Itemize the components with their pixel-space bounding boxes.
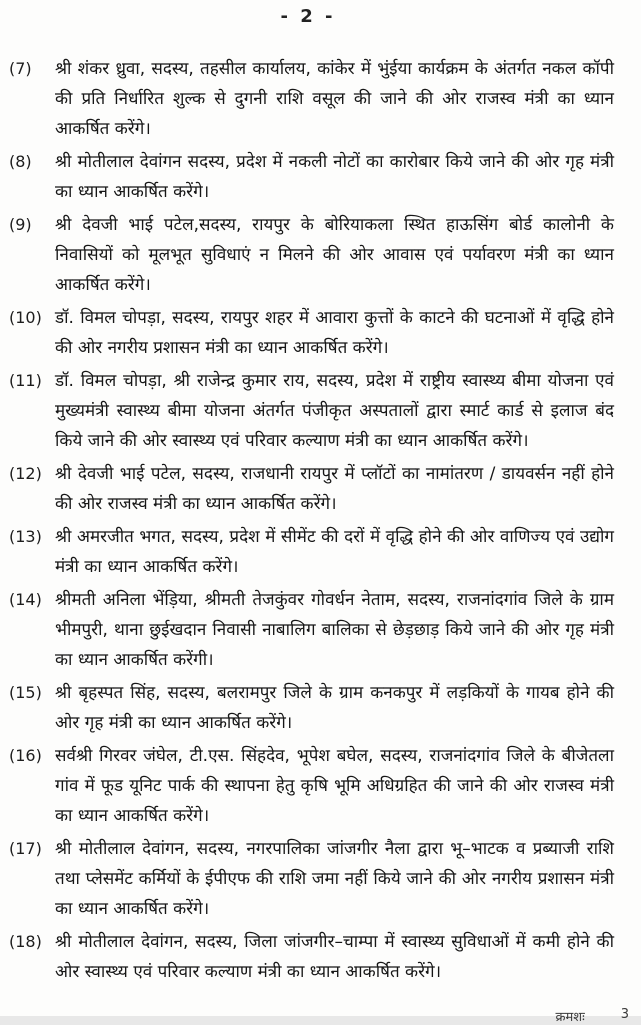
- item-text: श्रीमती अनिला भेंड़िया, श्रीमती तेजकुंवर गोवर्धन नेताम, सदस्य, राजनांदगांव जिले के ग्राम भीमपुरी, थाना छुईखदान निवासी नाबालिग बालिका से छेड़छाड़ किये जाने की ओर गृह मंत्री का ध्यान आकर्षित करेंगी।: [55, 590, 614, 670]
- list-item: [0, 366, 641, 456]
- page-number: - 2 -: [280, 6, 336, 27]
- list-item: [0, 678, 641, 738]
- item-number: (12): [9, 464, 42, 483]
- item-number: (11): [9, 371, 42, 390]
- item-number: (14): [9, 590, 42, 609]
- list-item: [0, 522, 641, 582]
- notice-item-list: [0, 54, 641, 990]
- list-item: [0, 303, 641, 363]
- list-item: [0, 459, 641, 519]
- continuation-label: क्रमशः: [555, 1010, 585, 1025]
- item-number: (8): [9, 152, 32, 171]
- item-text: सर्वश्री गिरवर जंघेल, टी.एस. सिंहदेव, भूपेश बघेल, सदस्य, राजनांदगांव जिले के बीजेतला गांव में फूड यूनिट पार्क की स्थापना हेतु कृषि भूमि अधिग्रहित की जाने की ओर राजस्व मंत्री का ध्यान आकर्षित करेंगे।: [55, 746, 614, 826]
- list-item: [0, 741, 641, 831]
- item-number: (17): [9, 839, 42, 858]
- item-number: (9): [9, 215, 32, 234]
- list-item: [0, 54, 641, 144]
- item-number: (16): [9, 746, 42, 765]
- item-text: श्री अमरजीत भगत, सदस्य, प्रदेश में सीमेंट की दरों में वृद्धि होने की ओर वाणिज्य एवं उद्योग मंत्री का ध्यान आकर्षित करेंगे।: [55, 527, 614, 577]
- item-number: (15): [9, 683, 42, 702]
- list-item: [0, 210, 641, 300]
- list-item: [0, 927, 641, 987]
- list-item: [0, 834, 641, 924]
- item-text: श्री मोतीलाल देवांगन सदस्य, प्रदेश में नकली नोटों का कारोबार किये जाने की ओर गृह मंत्री का ध्यान आकर्षित करेंगे।: [55, 152, 614, 202]
- item-text: डॉ. विमल चोपड़ा, श्री राजेन्द्र कुमार राय, सदस्य, प्रदेश में राष्ट्रीय स्वास्थ्य बीमा योजना एवं मुख्यमंत्री स्वास्थ्य बीमा योजना अंतर्गत पंजीकृत अस्पतालों द्वारा स्मार्ट कार्ड से इलाज बंद किये जाने की ओर स्वास्थ्य एवं परिवार कल्याण मंत्री का ध्यान आकर्षित करेंगे।: [55, 371, 614, 451]
- item-number: (10): [9, 308, 42, 327]
- item-number: (13): [9, 527, 42, 546]
- item-text: श्री मोतीलाल देवांगन, सदस्य, जिला जांजगीर–चाम्पा में स्वास्थ्य सुविधाओं में कमी होने की ओर स्वास्थ्य एवं परिवार कल्याण मंत्री का ध्यान आकर्षित करेंगे।: [55, 932, 614, 982]
- next-page-number: 3: [620, 1007, 629, 1022]
- item-number: (18): [9, 932, 42, 951]
- item-number: (7): [9, 59, 32, 78]
- item-text: श्री मोतीलाल देवांगन, सदस्य, नगरपालिका जांजगीर नैला द्वारा भू–भाटक व प्रब्याजी राशि तथा प्लेसमेंट कर्मियों के ईपीएफ की राशि जमा नहीं किये जाने की ओर नगरीय प्रशासन मंत्री का ध्यान आकर्षित करेंगे।: [55, 839, 614, 919]
- list-item: [0, 147, 641, 207]
- list-item: [0, 585, 641, 675]
- item-text: श्री बृहस्पत सिंह, सदस्य, बलरामपुर जिले के ग्राम कनकपुर में लड़कियों के गायब होने की ओर गृह मंत्री का ध्यान आकर्षित करेंगे।: [55, 683, 614, 733]
- item-text: श्री देवजी भाई पटेल,सदस्य, रायपुर के बोरियाकला स्थित हाऊसिंग बोर्ड कालोनी के निवासियों को मूलभूत सुविधाएं न मिलने की ओर आवास एवं पर्यावरण मंत्री का ध्यान आकर्षित करेंगे।: [55, 215, 614, 295]
- page-footer: [555, 1007, 629, 1025]
- item-text: श्री देवजी भाई पटेल, सदस्य, राजधानी रायपुर में प्लॉटों का नामांतरण / डायवर्सन नहीं होने की ओर राजस्व मंत्री का ध्यान आकर्षित करेंगे।: [55, 464, 614, 514]
- item-text: श्री शंकर ध्रुवा, सदस्य, तहसील कार्यालय, कांकेर में भुंईया कार्यक्रम के अंतर्गत नकल कॉपी की प्रति निर्धारित शुल्क से दुगनी राशि वसूल की जाने की ओर राजस्व मंत्री का ध्यान आकर्षित करेंगे।: [55, 59, 614, 139]
- item-text: डॉ. विमल चोपड़ा, सदस्य, रायपुर शहर में आवारा कुत्तों के काटने की घटनाओं में वृद्धि होने की ओर नगरीय प्रशासन मंत्री का ध्यान आकर्षित करेंगे।: [55, 308, 614, 358]
